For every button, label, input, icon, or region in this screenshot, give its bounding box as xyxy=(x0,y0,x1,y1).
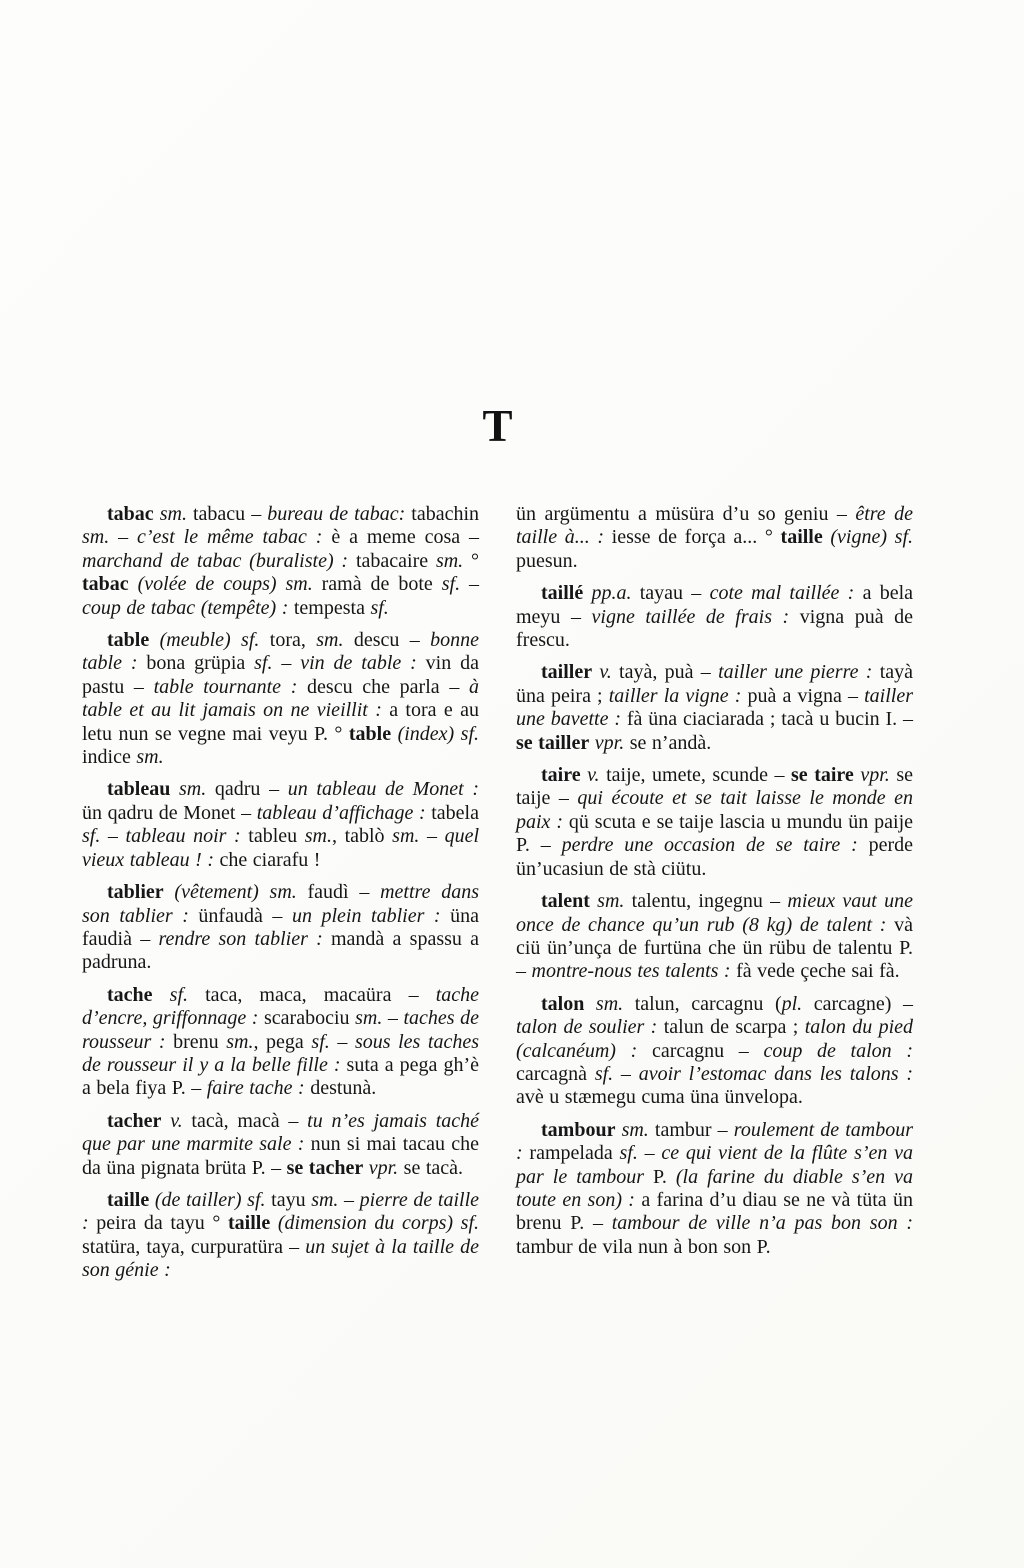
text-segment: tu n’es jamais taché que par une marmite sale : xyxy=(82,1109,480,1156)
text-segment: tayau – xyxy=(631,582,710,605)
text-segment: sf. xyxy=(169,983,189,1006)
text-segment: (vêtement) sm. xyxy=(174,881,297,904)
text-segment: brenu xyxy=(165,1030,227,1053)
text-segment: talent xyxy=(541,890,590,913)
text-segment: tableau xyxy=(107,778,171,801)
text-segment: tache xyxy=(107,983,153,1006)
text-segment: rampelada xyxy=(522,1142,620,1165)
text-segment: vin da pastu – xyxy=(82,652,479,698)
text-segment: v. xyxy=(587,764,600,787)
text-segment: – xyxy=(460,573,480,596)
text-segment: sm. xyxy=(136,746,164,769)
text-segment: vpr. xyxy=(594,731,625,754)
text-segment: ce qui vient de la flûte s’en va par le tambour xyxy=(516,1142,914,1188)
text-segment: sm. xyxy=(311,1188,339,1211)
text-segment: perde ün’ucasiun de stà ciütu. xyxy=(516,834,913,880)
text-segment: table xyxy=(348,722,392,745)
text-segment: tabachin xyxy=(405,503,480,525)
text-segment: avè u stæmegu cuma üna ünvelopa. xyxy=(516,1086,803,1109)
text-segment: tache d’encre, griffonnage : xyxy=(82,983,480,1030)
text-segment: tayà üna peira ; xyxy=(516,661,914,707)
text-segment: tableau noir : xyxy=(125,825,241,848)
text-segment: talun, carcagnu ( xyxy=(623,992,782,1015)
text-segment: un plein tablier : xyxy=(291,904,441,927)
text-segment: c’est le même tabac : xyxy=(137,526,323,549)
text-segment: tabacaire xyxy=(348,549,436,572)
text-segment: talentu, ingegnu – xyxy=(624,890,788,913)
text-segment: sf. xyxy=(594,1062,614,1085)
text-segment xyxy=(129,573,138,595)
entry-tablier xyxy=(82,881,479,975)
text-segment: montre-nous tes talents : xyxy=(531,960,731,983)
text-segment: faire tache : xyxy=(206,1077,305,1100)
text-segment xyxy=(153,984,170,1006)
text-segment: puà a vigna – xyxy=(741,684,865,707)
text-segment: scarabociu xyxy=(258,1007,356,1030)
text-segment: fà üna ciaciarada ; tacà u bucin I. – xyxy=(621,708,913,731)
text-segment: destunà. xyxy=(304,1077,377,1100)
text-segment: tacà, macà – xyxy=(182,1109,308,1132)
text-segment: se tacà. xyxy=(398,1156,464,1179)
text-segment: carcagnu – xyxy=(637,1039,764,1062)
text-segment: bona grüpia xyxy=(137,652,255,675)
text-segment: tabacu – xyxy=(186,503,268,525)
text-segment: bonne table : xyxy=(82,629,480,675)
text-segment: bureau de tabac: xyxy=(267,503,406,525)
text-segment: vigne taillée de frais : xyxy=(591,605,790,628)
text-segment: – xyxy=(382,1007,404,1030)
entry-taille-ppa xyxy=(516,582,913,652)
text-segment: – xyxy=(272,652,301,675)
text-segment: tailler xyxy=(541,661,593,684)
text-segment: – xyxy=(329,1030,355,1053)
text-segment: tablier xyxy=(107,881,164,904)
text-segment: tabela xyxy=(425,801,479,824)
text-segment: và ciü ün’unça de furtüna che ün rübu de talentu P. – xyxy=(516,913,913,983)
text-segment: rendre son tablier : xyxy=(158,927,323,950)
text-segment: sf. xyxy=(311,1030,330,1053)
text-segment: ramà de bote xyxy=(312,573,442,596)
text-segment: perdre une occasion de se taire : xyxy=(561,834,858,857)
entry-tache xyxy=(82,984,479,1101)
text-segment xyxy=(270,1212,278,1234)
text-segment: – xyxy=(637,1142,662,1165)
text-segment: a bela meyu – xyxy=(516,582,914,628)
text-segment: taille xyxy=(107,1188,150,1211)
entry-taille-sf xyxy=(82,1189,479,1283)
text-segment: qü scuta e se taije lascia u mundu ün paije P. – xyxy=(516,810,913,857)
text-segment: mieux vaut une once de chance qu’un rub (8 kg) de talent : xyxy=(516,890,913,936)
text-segment: v. xyxy=(170,1109,183,1132)
text-segment: talon de soulier : xyxy=(516,1016,658,1039)
text-segment: sm. xyxy=(226,1030,254,1053)
entry-taire xyxy=(516,764,913,881)
text-segment: pl. xyxy=(781,992,803,1015)
entry-tambour xyxy=(516,1119,913,1259)
text-segment: sm. xyxy=(304,825,332,848)
text-segment: tabac xyxy=(82,573,129,596)
text-segment: taillé xyxy=(541,582,584,605)
text-segment: sf. xyxy=(370,596,389,619)
text-segment: ün qadru de Monet – xyxy=(82,801,257,824)
text-segment: qui écoute et se tait laisse le monde en paix : xyxy=(516,787,913,833)
text-segment: taca, maca, macaüra – xyxy=(188,983,436,1006)
text-segment: ünfaudà – xyxy=(188,904,292,927)
text-segment: pp.a. xyxy=(591,582,632,605)
text-segment: suta a pega gh’è a bela fiya P. – xyxy=(82,1053,479,1100)
text-segment: üna faudià – xyxy=(82,904,479,950)
entry-tacher xyxy=(82,1110,479,1180)
text-segment: (index) sf. xyxy=(397,722,479,745)
text-segment: vin de table : xyxy=(300,652,417,675)
text-segment: se tailler xyxy=(516,731,590,754)
text-segment: descu – xyxy=(343,629,431,652)
text-segment: se taire xyxy=(791,764,854,787)
text-segment: taille xyxy=(780,526,823,549)
text-segment: (vigne) sf. xyxy=(830,526,913,549)
text-segment xyxy=(149,629,159,651)
text-segment: tailler une bavette : xyxy=(516,684,913,731)
entry-taille-continuation xyxy=(516,503,913,573)
text-segment: sm. xyxy=(82,526,110,549)
column-left xyxy=(82,503,479,1292)
text-segment: sf. xyxy=(441,573,461,596)
text-segment: iesse de força a... ° xyxy=(604,526,781,549)
text-segment: carcagnà xyxy=(516,1062,595,1085)
text-segment: sm. xyxy=(621,1118,649,1141)
text-segment: (meuble) sf. xyxy=(159,629,260,652)
text-segment: tacher xyxy=(107,1109,162,1132)
text-segment: tableu xyxy=(240,825,305,848)
text-segment: (volée de coups) sm. xyxy=(137,573,313,596)
text-segment: a farina d’u diau se ne và tüta ün brenu P. – xyxy=(516,1188,913,1235)
text-segment: sf. xyxy=(254,652,273,675)
section-letter: T xyxy=(482,401,513,451)
text-segment: sm. xyxy=(597,890,625,913)
text-segment: indice xyxy=(82,746,137,769)
entry-talon xyxy=(516,993,913,1110)
text-segment: sm. xyxy=(355,1007,383,1030)
text-segment: tambur – xyxy=(648,1118,734,1141)
text-segment: descu che parla – xyxy=(297,675,469,698)
text-segment: tailler la vigne : xyxy=(608,684,742,707)
entry-talent xyxy=(516,890,913,984)
text-segment: vigna puà de frescu. xyxy=(516,605,913,652)
text-segment: se tacher xyxy=(286,1156,364,1179)
text-segment: è a meme cosa – xyxy=(322,526,480,549)
text-segment: statüra, taya, curpuratüra – xyxy=(82,1235,306,1258)
text-segment xyxy=(164,881,175,903)
entry-tailler xyxy=(516,661,913,755)
text-segment: – xyxy=(109,526,137,549)
column-right xyxy=(516,503,913,1292)
text-segment: – xyxy=(613,1062,639,1085)
text-segment xyxy=(584,993,596,1015)
text-segment: mettre dans son tablier : xyxy=(82,881,479,927)
text-segment: sm. xyxy=(316,629,344,652)
text-segment: (de tailler) sf. xyxy=(154,1188,266,1211)
text-segment: ° xyxy=(463,549,480,572)
text-segment: taches de rousseur : xyxy=(82,1007,479,1053)
text-segment: talun de scarpa ; xyxy=(657,1016,805,1039)
text-segment: tableau d’affichage : xyxy=(256,801,426,824)
text-segment: puesun. xyxy=(516,549,578,572)
text-segment: avoir l’estomac dans les talons : xyxy=(638,1062,914,1085)
text-segment: ün argümentu a müsüra d’u so geniu – xyxy=(516,503,856,525)
text-segment: v. xyxy=(599,661,612,684)
text-segment: talon du pied (calcanéum) : xyxy=(516,1016,913,1062)
text-segment: sm. xyxy=(392,825,420,848)
text-segment: vpr. xyxy=(860,764,890,787)
text-segment: tempesta xyxy=(288,596,371,619)
text-segment: a tora e au letu nun se vegne mai veyu P. ° xyxy=(82,699,479,745)
text-segment: coup de talon : xyxy=(763,1039,913,1062)
text-segment: table xyxy=(107,629,150,652)
text-segment: qadru – xyxy=(206,778,288,801)
text-segment: (dimension du corps) sf. xyxy=(277,1212,480,1235)
text-segment: mandà a spassu a padruna. xyxy=(82,927,479,974)
text-segment: taije, umete, scunde – xyxy=(599,764,792,787)
text-segment: talon xyxy=(541,992,585,1015)
text-segment: – xyxy=(338,1188,360,1211)
text-segment: peira da tayu ° xyxy=(88,1212,229,1235)
text-segment: cote mal taillée : xyxy=(709,582,855,605)
text-segment: coup de tabac (tempête) : xyxy=(82,596,289,619)
text-segment: tayu xyxy=(265,1188,312,1211)
text-segment: fà vede çeche sai fà. xyxy=(730,960,900,983)
text-segment: faudì – xyxy=(296,881,381,904)
text-segment: – xyxy=(100,825,126,848)
text-segment: table tournante : xyxy=(153,675,298,698)
text-segment: un tableau de Monet : xyxy=(287,778,479,801)
text-segment: se n’andà. xyxy=(624,731,712,754)
text-segment: sm. xyxy=(179,778,207,801)
text-segment: vpr. xyxy=(368,1156,399,1179)
text-segment: à table et au lit jamais on ne vieillit : xyxy=(82,675,479,722)
text-segment: tailler une pierre : xyxy=(718,661,873,684)
entry-tableau xyxy=(82,778,479,872)
text-segment: tambur de vila nun à bon son P. xyxy=(516,1235,771,1258)
text-segment: sous les taches de rousseur il y a la belle fille : xyxy=(82,1030,479,1076)
text-segment: sm. xyxy=(435,549,464,572)
text-segment: tora, xyxy=(259,629,317,652)
text-segment: taire xyxy=(541,764,581,787)
text-segment: être de taille à... : xyxy=(516,503,913,549)
entry-tabac xyxy=(82,503,479,620)
text-segment: che ciarafu ! xyxy=(214,848,321,871)
text-columns xyxy=(82,503,913,1292)
text-segment: , pega xyxy=(253,1030,312,1053)
text-segment: P. xyxy=(652,1165,676,1188)
text-segment: nun si mai tacau che da üna pignata brüta P. – xyxy=(82,1133,479,1179)
text-segment: quel vieux tableau ! : xyxy=(82,825,480,871)
text-segment: , tablò xyxy=(331,825,393,848)
text-segment xyxy=(161,1110,170,1132)
text-segment: sm. xyxy=(159,503,187,525)
text-segment: tabac xyxy=(107,503,154,525)
text-segment: taille xyxy=(228,1212,271,1235)
text-segment: pierre de taille : xyxy=(82,1188,480,1235)
text-segment xyxy=(170,778,179,800)
text-segment: sm. xyxy=(595,992,624,1015)
text-segment: marchand de tabac (buraliste) : xyxy=(82,549,349,572)
text-segment: carcagne) – xyxy=(802,992,913,1015)
text-segment: un sujet à la taille de son génie : xyxy=(82,1235,479,1282)
text-segment: se taije – xyxy=(516,764,914,810)
text-segment: – xyxy=(419,825,445,848)
text-segment: sf. xyxy=(619,1142,638,1165)
text-segment: tambour xyxy=(541,1118,616,1141)
entry-table xyxy=(82,629,479,769)
text-segment: tambour de ville n’a pas bon son : xyxy=(611,1212,913,1235)
text-segment: sf. xyxy=(82,825,101,848)
text-segment: (la farine du diable s’en va toute en son) : xyxy=(516,1165,914,1211)
text-segment: roulement de tambour : xyxy=(516,1118,914,1165)
text-segment: tayà, puà – xyxy=(611,661,719,684)
